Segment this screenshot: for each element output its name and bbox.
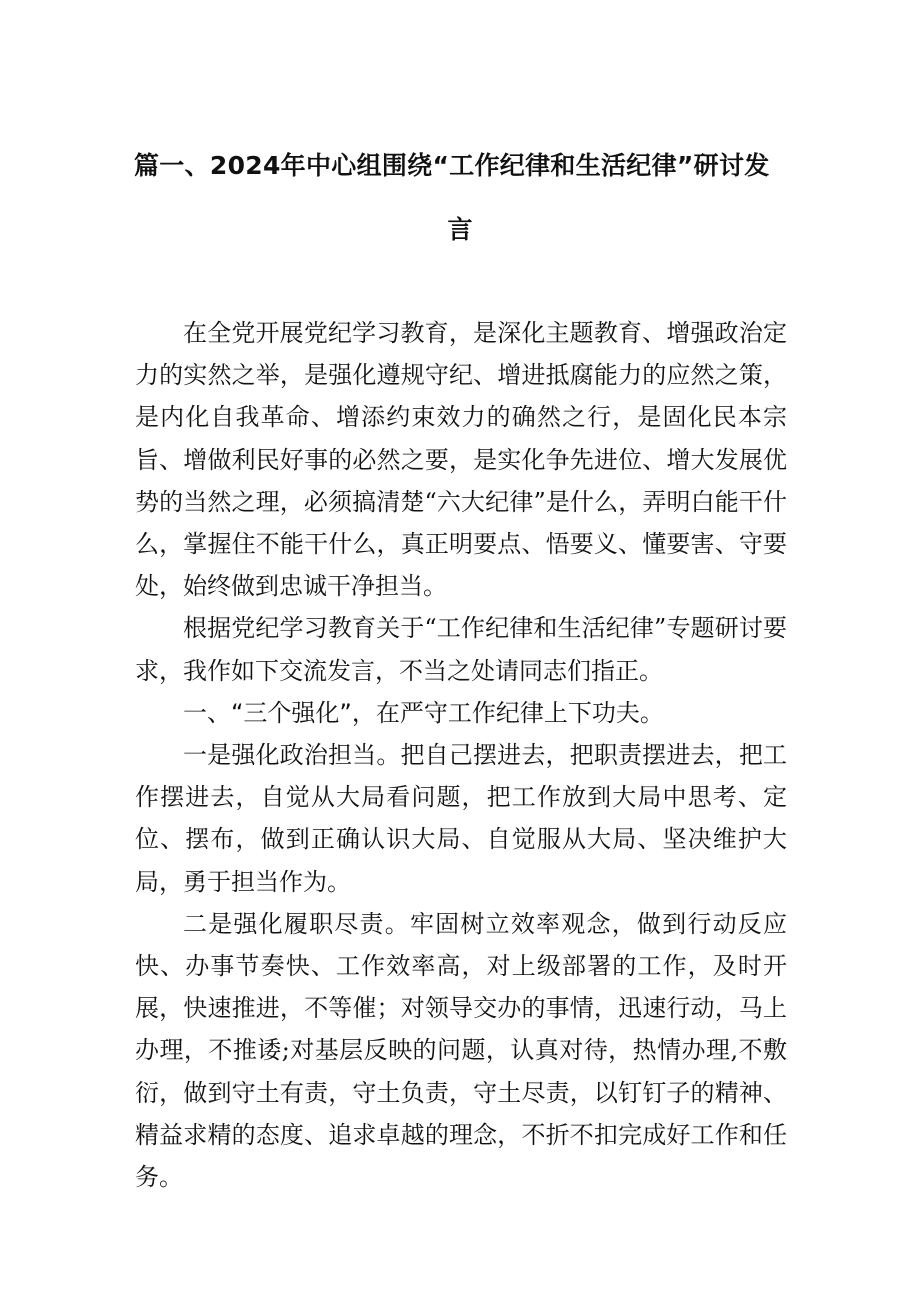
document-body: [135, 312, 787, 1198]
intro-paragraph: 在全党开展党纪学习教育，是深化主题教育、增强政治定力的实然之举，是强化遵规守纪、增进抵腐能力的应然之策，是内化自我革命、增添约束效力的确然之行，是固化民本宗旨、增做利民好事的必然之要，是实化争先进位、增大发展优势的当然之理，必须搞清楚“六大纪律”是什么，弄明白能干什么，掌握住不能干什么，真正明要点、悟要义、懂要害、守要处，始终做到忠诚干净担当。: [135, 319, 787, 601]
section-paragraph-political: 一是强化政治担当。把自己摆进去，把职责摆进去，把工作摆进去，自觉从大局看问题，把工作放到大局中思考、定位、摆布，做到正确认识大局、自觉服从大局、坚决维护大局，勇于担当作为。: [135, 741, 787, 896]
purpose-paragraph: 根据党纪学习教育关于“工作纪律和生活纪律”专题研讨要求，我作如下交流发言，不当之处请同志们指正。: [135, 614, 787, 685]
section-paragraph-duty: 二是强化履职尽责。牢固树立效率观念，做到行动反应快、办事节奏快、工作效率高，对上级部署的工作，及时开展，快速推进，不等催；对领导交办的事情，迅速行动，马上办理，不推诿;对基层反映的问题，认真对待，热情办理,不敷衍，做到守土有责，守土负责，守土尽责，以钉钉子的精神、精益求精的态度、追求卓越的理念，不折不扣完成好工作和任务。: [135, 909, 787, 1192]
document-title: 篇一、2024年中心组围绕“工作纪律和生活纪律”研讨发: [134, 151, 770, 180]
document-title-continuation: 言: [447, 215, 473, 244]
section-heading: 一、“三个强化”，在严守工作纪律上下功夫。: [183, 698, 664, 727]
